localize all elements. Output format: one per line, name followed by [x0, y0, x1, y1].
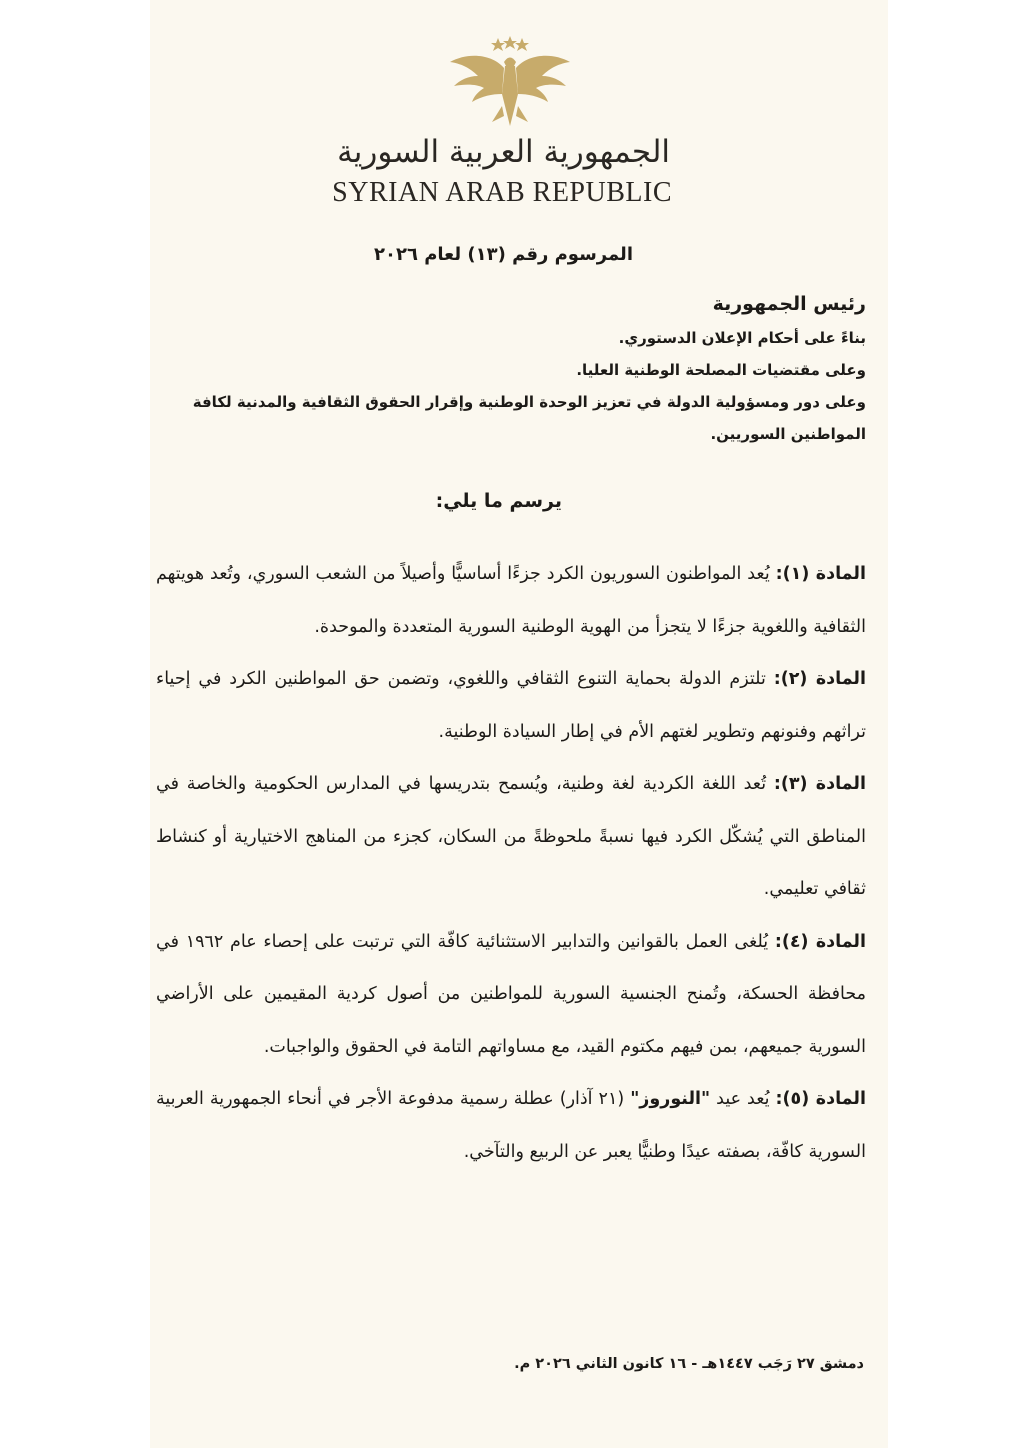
eagle-emblem-icon [448, 36, 572, 128]
article-label: المادة (٢): [773, 669, 866, 689]
decree-title: المرسوم رقم (١٣) لعام ٢٠٢٦ [374, 244, 633, 265]
article-label: المادة (٥): [775, 1089, 866, 1109]
article-text-before: يُعد عيد [716, 1089, 770, 1109]
prelude-block [160, 290, 866, 450]
article-text: تلتزم الدولة بحماية التنوع الثقافي واللغوي، وتضمن حق المواطنين الكرد في إحياء تراثهم وفنونهم وتطوير لغتهم الأم في إطار السيادة الوطنية. [156, 669, 866, 742]
state-title-arabic: الجمهورية العربية السورية [337, 134, 670, 170]
decrees-header: يرسم ما يلي: [435, 490, 562, 512]
article-3 [156, 758, 866, 916]
date-line: دمشق ٢٧ رَجَب ١٤٤٧هـ - ١٦ كانون الثاني ٢٠٢٦ م. [514, 1356, 864, 1372]
article-1 [156, 548, 866, 653]
article-label: المادة (١): [775, 564, 866, 584]
article-5 [156, 1073, 866, 1178]
article-text: (٢١ آذار) عطلة رسمية مدفوعة الأجر في أنحاء الجمهورية العربية السورية كافّة، بصفته عيدًا وطنيًّا يعبر عن الربيع والتآخي. [156, 1089, 866, 1162]
prelude-line: بناءً على أحكام الإعلان الدستوري. [618, 329, 866, 347]
prelude-line: وعلى مقتضيات المصلحة الوطنية العليا. [576, 361, 866, 379]
article-label: المادة (٣): [773, 774, 866, 794]
president-heading: رئيس الجمهورية [712, 293, 866, 315]
articles-list [156, 548, 866, 1178]
article-text: يُعد المواطنون السوريون الكرد جزءًا أساسيًّا وأصيلاً من الشعب السوري، وتُعد هويتهم الثقافية واللغوية جزءًا لا يتجزأ من الهوية الوطنية السورية المتعددة والموحدة. [156, 564, 866, 637]
article-2 [156, 653, 866, 758]
nowruz-highlight: "النوروز" [630, 1089, 711, 1109]
state-title-english: SYRIAN ARAB REPUBLIC [332, 177, 672, 208]
article-4 [156, 916, 866, 1074]
article-text: يُلغى العمل بالقوانين والتدابير الاستثنائية كافّة التي ترتبت على إحصاء عام ١٩٦٢ في محافظة الحسكة، وتُمنح الجنسية السورية للمواطنين من أصول كردية المقيمين على الأراضي السورية جميعهم، بمن فيهم مكتوم القيد، مع مساواتهم التامة في الحقوق والواجبات. [156, 931, 866, 1057]
article-label: المادة (٤): [774, 931, 867, 952]
article-text: تُعد اللغة الكردية لغة وطنية، ويُسمح بتدريسها في المدارس الحكومية والخاصة في المناطق التي يُشكّل الكرد فيها نسبةً ملحوظةً من السكان، كجزء من المناهج الاختيارية أو كنشاط ثقافي تعليمي. [156, 774, 866, 899]
prelude-line: وعلى دور ومسؤولية الدولة في تعزيز الوحدة الوطنية وإقرار الحقوق الثقافية والمدنية لكافة المواطنين السوريين. [192, 393, 866, 443]
